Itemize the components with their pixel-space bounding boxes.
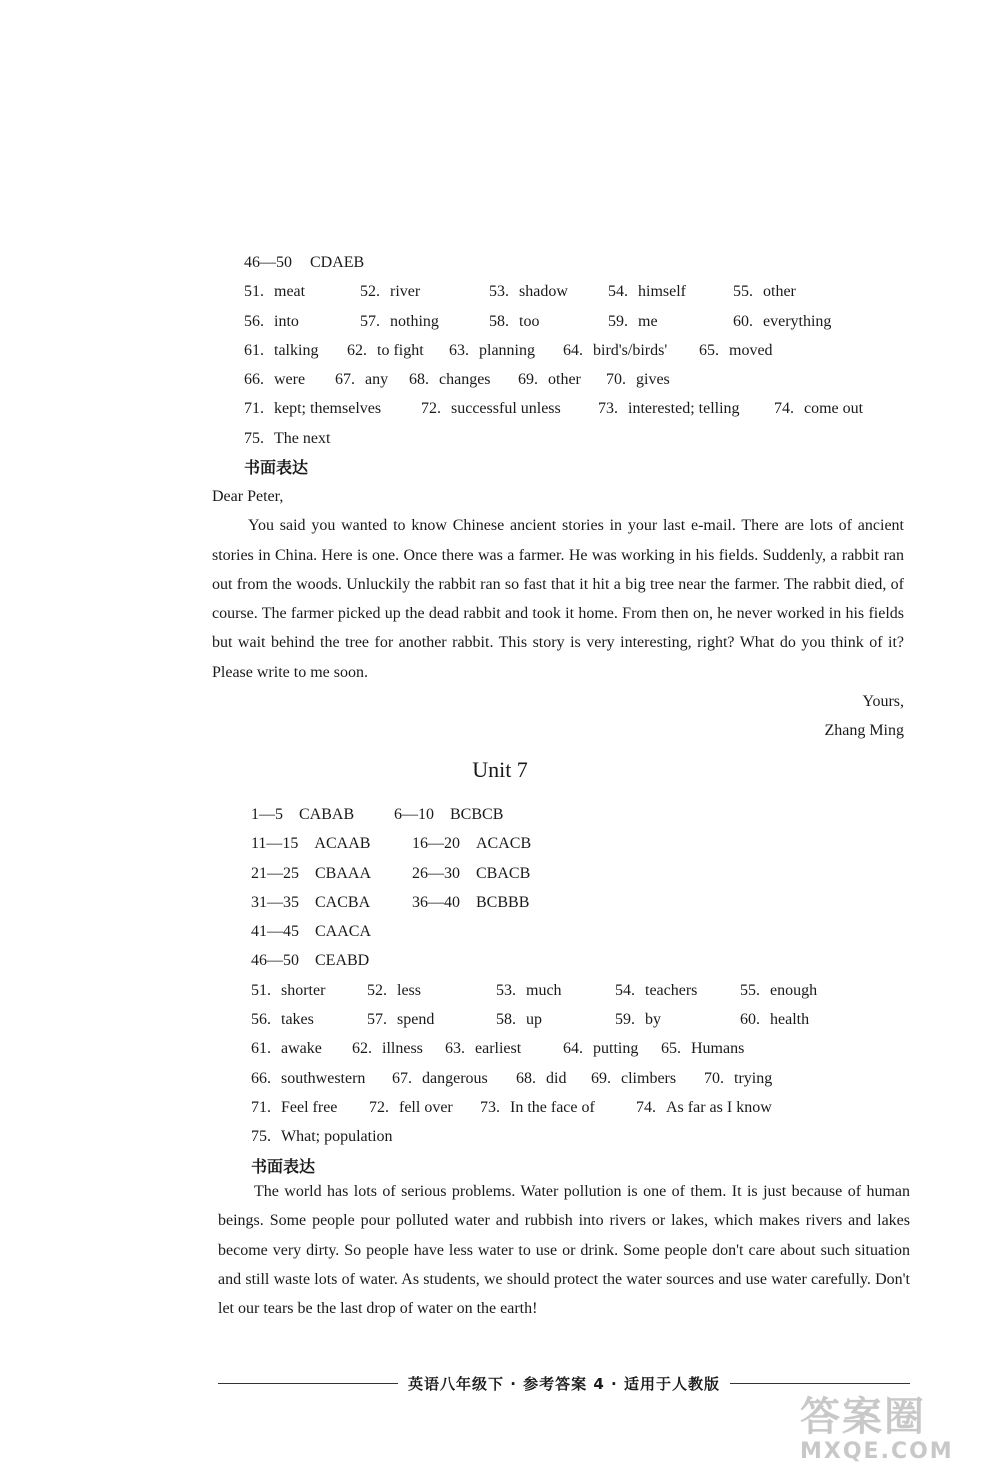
answer-item (251, 829, 370, 858)
answer-text: CBACB (476, 864, 531, 882)
answer-item (367, 976, 421, 1005)
answer-text: What; population (281, 1128, 393, 1146)
question-number: 72. (421, 400, 441, 418)
answer-item (496, 976, 562, 1005)
answer-text: Feel free (281, 1098, 338, 1116)
question-number: 60. (733, 312, 753, 330)
watermark-logo: 答案圈 (800, 1394, 926, 1440)
answer-text: other (548, 371, 581, 389)
page-footer (218, 1370, 910, 1396)
answer-text: awake (281, 1040, 322, 1058)
question-number: 53. (496, 981, 516, 999)
question-number: 68. (516, 1069, 536, 1087)
question-number: 57. (360, 312, 380, 330)
question-range: 6—10 (394, 806, 434, 823)
answer-text: moved (729, 341, 773, 359)
answer-item (608, 307, 658, 336)
question-number: 65. (699, 341, 719, 359)
question-number: 55. (733, 283, 753, 301)
answer-row (251, 859, 911, 888)
answer-text: dangerous (422, 1069, 488, 1087)
writing-heading: 书面表达 (244, 458, 309, 478)
answer-row (251, 1064, 911, 1093)
answer-item (251, 1093, 337, 1122)
essay (218, 1177, 910, 1323)
question-number: 63. (445, 1040, 465, 1058)
answer-item (608, 277, 686, 306)
question-range: 16—20 (412, 835, 460, 853)
answer-row (251, 917, 911, 946)
answer-item (661, 1034, 744, 1063)
answer-item (774, 394, 863, 423)
answer-item (251, 946, 369, 975)
answer-item (615, 1005, 661, 1034)
answer-item (244, 365, 305, 394)
question-number: 56. (251, 1011, 271, 1029)
footer-rule-right (730, 1383, 910, 1384)
answer-item (251, 1122, 393, 1151)
answer-text: Humans (691, 1040, 745, 1058)
answer-text: CAACA (315, 923, 372, 941)
answer-item (392, 1064, 488, 1093)
footer-text: 英语八年级下 · 参考答案 4 · 适用于人教版 (408, 1374, 720, 1393)
answer-row (251, 800, 911, 829)
unit6-answers (244, 248, 904, 482)
answer-row (251, 888, 911, 917)
answer-text: The next (274, 429, 331, 447)
answer-text: putting (593, 1040, 639, 1058)
answer-text: BCBCB (450, 806, 504, 823)
answer-text: to fight (377, 341, 424, 359)
question-number: 65. (661, 1040, 681, 1058)
answer-text: spend (397, 1011, 435, 1029)
answer-item (251, 917, 371, 946)
answer-item (244, 394, 381, 423)
answer-text: CACBA (315, 893, 371, 911)
answer-text: BCBBB (476, 893, 530, 911)
answer-row (251, 1005, 911, 1034)
answer-text: bird's/birds' (593, 341, 668, 359)
letter-body: You said you wanted to know Chinese ancient stories in your last e-mail. There are lots of ancient stories in China. Here is one. Once there was a farmer. He was working in his fields. Suddenly, a rabbit ran out from the woods. Unluckily the rabbit ran so fast that it hit a big tree near the farmer. The rabbit died, of course. The farmer picked up the dead rabbit and took it home. From then on, he never worked in his fields but wait behind the tree for another rabbit. This story is very interesting, right? What do you think of it? Please write to me soon. (212, 517, 904, 681)
answer-text: earliest (475, 1040, 522, 1058)
question-number: 61. (251, 1040, 271, 1058)
answer-item (335, 365, 388, 394)
question-number: 61. (244, 341, 264, 359)
question-number: 75. (251, 1128, 271, 1146)
answer-text: me (638, 312, 658, 330)
question-range: 41—45 (251, 923, 299, 941)
watermark-url: MXQE.COM (800, 1439, 954, 1464)
answer-item (244, 307, 299, 336)
question-number: 72. (369, 1098, 389, 1116)
answer-item (251, 1034, 322, 1063)
question-number: 51. (244, 283, 264, 301)
answer-text: nothing (390, 312, 439, 330)
question-number: 73. (480, 1098, 500, 1116)
question-number: 62. (352, 1040, 372, 1058)
answer-text: himself (638, 283, 686, 301)
answer-item (733, 307, 831, 336)
answer-text: gives (636, 371, 670, 389)
answer-text: come out (804, 400, 864, 418)
answer-text: CBAAA (315, 864, 372, 882)
question-number: 62. (347, 341, 367, 359)
question-number: 57. (367, 1011, 387, 1029)
answer-item (251, 1064, 365, 1093)
question-number: 70. (704, 1069, 724, 1087)
letter-signature: Zhang Ming (824, 722, 904, 740)
answer-text: interested; telling (628, 400, 740, 418)
question-number: 66. (244, 371, 264, 389)
answer-text: successful unless (451, 400, 561, 418)
answer-text: river (390, 283, 421, 301)
answer-text: teachers (645, 981, 698, 999)
answer-item (367, 1005, 434, 1034)
question-range: 46—50 (251, 952, 299, 970)
answer-item (412, 829, 531, 858)
answer-item (409, 365, 491, 394)
answer-text: CEABD (315, 952, 370, 970)
answer-text: changes (439, 371, 491, 389)
answer-item (251, 976, 325, 1005)
question-number: 70. (606, 371, 626, 389)
answer-item (563, 336, 667, 365)
answer-text: much (526, 981, 562, 999)
answer-row (251, 829, 911, 858)
answer-item (449, 336, 535, 365)
answer-item (704, 1064, 772, 1093)
answer-item (244, 424, 330, 453)
answer-row (244, 277, 904, 306)
answer-text: takes (281, 1011, 314, 1029)
question-number: 52. (367, 981, 387, 999)
answer-text: everything (763, 312, 832, 330)
question-number: 66. (251, 1069, 271, 1087)
answer-text: talking (274, 341, 319, 359)
answer-item (636, 1093, 772, 1122)
question-range: 26—30 (412, 864, 460, 882)
question-number: 69. (591, 1069, 611, 1087)
answer-item (591, 1064, 676, 1093)
answer-text: shadow (519, 283, 568, 301)
answer-text: shorter (281, 981, 326, 999)
question-range: 1—5 (251, 806, 283, 823)
writing-heading: 书面表达 (251, 1156, 316, 1176)
footer-rule-left (218, 1383, 398, 1384)
question-range: 46—50 (244, 254, 292, 271)
answer-row (244, 307, 904, 336)
question-range: 11—15 (251, 835, 299, 853)
question-number: 73. (598, 400, 618, 418)
letter-closing: Yours, (862, 693, 904, 711)
question-number: 59. (615, 1011, 635, 1029)
watermark (800, 1395, 990, 1475)
answer-item (421, 394, 561, 423)
answer-row (251, 1034, 911, 1063)
essay-body: The world has lots of serious problems. Water pollution is one of them. It is just because of human beings. Some people pour polluted water and rubbish into rivers or lakes, which makes rivers and lakes become very dirty. So people have less water to use or drink. Some people don't care about such situation and still waste lots of water. As students, we should protect the water sources and use water carefully. Don't let our tears be the last drop of water on the earth! (218, 1183, 910, 1318)
question-number: 75. (244, 429, 264, 447)
unit7-answers (251, 800, 911, 1181)
answer-text: fell over (399, 1098, 453, 1116)
answer-text: illness (382, 1040, 423, 1058)
answer-item (251, 1005, 314, 1034)
answer-text: other (763, 283, 796, 301)
answer-text: trying (734, 1069, 773, 1087)
answer-item (352, 1034, 423, 1063)
answer-item (369, 1093, 453, 1122)
question-number: 74. (636, 1098, 656, 1116)
answer-text: by (645, 1011, 661, 1029)
answer-item (251, 888, 370, 917)
answer-row (251, 946, 911, 975)
question-number: 52. (360, 283, 380, 301)
question-number: 56. (244, 312, 264, 330)
answer-text: into (274, 312, 299, 330)
question-range: 36—40 (412, 893, 460, 911)
answer-item (606, 365, 670, 394)
answer-text: meat (274, 283, 306, 301)
question-number: 59. (608, 312, 628, 330)
question-number: 67. (335, 371, 355, 389)
letter (212, 482, 904, 746)
answer-item (496, 1005, 542, 1034)
answer-text: up (526, 1011, 542, 1029)
answer-text: climbers (621, 1069, 677, 1087)
answer-text: ACACB (476, 835, 532, 853)
answer-text: any (365, 371, 389, 389)
question-number: 58. (496, 1011, 516, 1029)
question-number: 60. (740, 1011, 760, 1029)
answer-row (244, 248, 904, 277)
answer-item (412, 888, 529, 917)
answer-item (480, 1093, 595, 1122)
question-number: 71. (244, 400, 264, 418)
answer-row (251, 1122, 911, 1151)
question-number: 64. (563, 1040, 583, 1058)
question-number: 55. (740, 981, 760, 999)
question-number: 51. (251, 981, 271, 999)
question-number: 74. (774, 400, 794, 418)
answer-item (412, 859, 530, 888)
answer-row (251, 1093, 911, 1122)
answer-item (244, 277, 305, 306)
answer-row (244, 394, 904, 423)
question-number: 54. (608, 283, 628, 301)
answer-text: As far as I know (666, 1098, 772, 1116)
answer-text: ACAAB (314, 835, 371, 853)
question-number: 67. (392, 1069, 412, 1087)
question-number: 63. (449, 341, 469, 359)
answer-row (244, 365, 904, 394)
answer-row (244, 424, 904, 453)
answer-item (445, 1034, 521, 1063)
answer-item (489, 307, 539, 336)
answer-item (733, 277, 796, 306)
answer-item (489, 277, 568, 306)
answer-text: were (274, 371, 306, 389)
answer-text: too (519, 312, 540, 330)
answer-item (347, 336, 424, 365)
answer-text: enough (770, 981, 818, 999)
answer-row (251, 976, 911, 1005)
answer-item (360, 307, 439, 336)
answer-text: health (770, 1011, 810, 1029)
answer-item (394, 800, 503, 829)
answer-text: kept; themselves (274, 400, 382, 418)
answer-item (740, 976, 817, 1005)
answer-item (244, 336, 318, 365)
answer-item (360, 277, 420, 306)
answer-text: CABAB (299, 806, 355, 823)
answer-text: did (546, 1069, 567, 1087)
answer-text: less (397, 981, 421, 999)
answer-item (244, 248, 364, 277)
answer-item (615, 976, 697, 1005)
answer-item (563, 1034, 638, 1063)
answer-text: planning (479, 341, 535, 359)
answer-item (516, 1064, 566, 1093)
question-number: 54. (615, 981, 635, 999)
answer-text: In the face of (510, 1098, 595, 1116)
question-range: 31—35 (251, 893, 299, 911)
answer-item (598, 394, 740, 423)
question-range: 21—25 (251, 864, 299, 882)
question-number: 53. (489, 283, 509, 301)
unit-title: Unit 7 (472, 757, 528, 782)
answer-item (251, 800, 354, 829)
question-number: 71. (251, 1098, 271, 1116)
answer-item (518, 365, 581, 394)
question-number: 69. (518, 371, 538, 389)
letter-greeting: Dear Peter, (212, 488, 284, 505)
question-number: 64. (563, 341, 583, 359)
answer-item (251, 859, 371, 888)
answer-item (699, 336, 773, 365)
question-number: 68. (409, 371, 429, 389)
answer-text: southwestern (281, 1069, 366, 1087)
answer-item (740, 1005, 809, 1034)
answer-row (244, 336, 904, 365)
answer-text: CDAEB (310, 254, 365, 271)
question-number: 58. (489, 312, 509, 330)
